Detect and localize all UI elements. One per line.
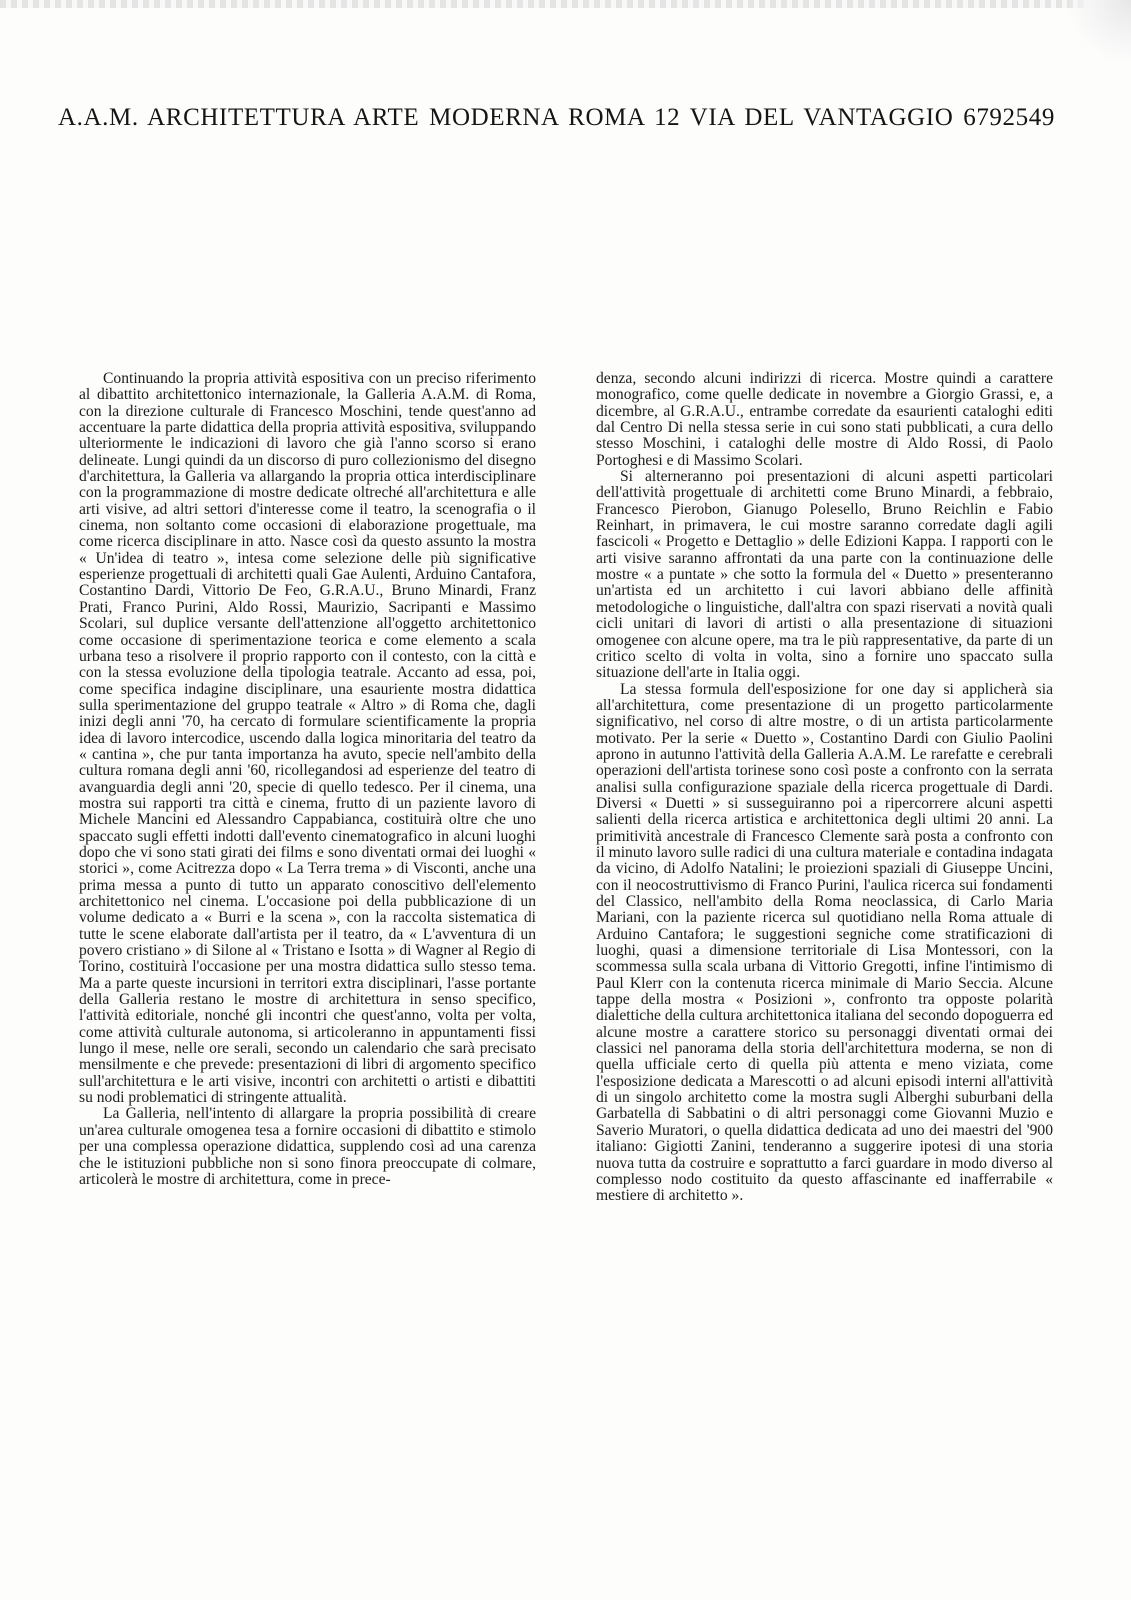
paragraph: Continuando la propria attività espositiva con un preciso riferimento al dibattito architettonico internazionale, la Galleria A.A.M. di Roma, con la direzione culturale di Francesco Moschini, tende quest'anno ad accentuare la parte didattica della propria attività espositiva, sviluppando ulteriormente le indicazioni di lavoro che già l'anno scorso si erano delineate. Lungi quindi da un discorso di puro collezionismo del disegno d'architettura, la Galleria va allargando la propria ottica interdisciplinare con la programmazione di mostre dedicate oltreché all'architettura e alle arti visive, ad altri settori d'interesse come il teatro, la scenografia o il cinema, non soltanto come occasioni di elaborazione progettuale, ma come ricerca disciplinare in atto. Nasce così da questo assunto la mostra « Un'idea di teatro », intesa come selezione delle più significative esperienze progettuali di architetti quali Gae Aulenti, Arduino Cantafora, Costantino Dardi, Vittorio De Feo, G.R.A.U., Bruno Minardi, Franz Prati, Franco Purini, Aldo Rossi, Maurizio, Sacripanti e Massimo Scolari, sul duplice versante dell'attenzione all'oggetto architettonico come occasione di sperimentazione teorica e come elemento a scala urbana teso a risolvere il proprio rapporto con il contesto, con la città e con la stessa evoluzione della tipologia teatrale. Accanto ad essa, poi, come specifica indagine disciplinare, una esauriente mostra didattica sulla sperimentazione del gruppo teatrale « Altro » di Roma che, dagli inizi degli anni '70, ha cercato di formulare scientificamente la propria idea di lavoro intercodice, uscendo dalla logica minoritaria del teatro da « cantina », che pur tanta importanza ha avuto, specie nell'ambito della cultura romana degli anni '60, ricollegandosi ad esperienze del teatro di avanguardia degli anni '20, specie di quello tedesco. Per il cinema, una mostra sui rapporti tra città e cinema, frutto di un paziente lavoro di Michele Mancini ed Alessandro Cappabianca, costituirà oltre che uno spaccato sugli effetti indotti dall'evento cinematografico in alcuni luoghi dopo che vi sono stati girati dei films e sono diventati ormai dei luoghi « storici », come Acitrezza dopo « La Terra trema » di Visconti, anche una prima messa a punto di tutto un apparato conoscitivo dell'elemento architettonico nel cinema. L'occasione poi della pubblicazione di un volume dedicato a « Burri e la scena », con la raccolta sistematica di tutte le scene elaborate dall'artista per il teatro, da « L'avventura di un povero cristiano » di Silone al « Tristano e Isotta » di Wagner al Regio di Torino, costituirà l'occasione per una mostra didattica sullo stesso tema. Ma a parte queste incursioni in territori extra disciplinari, l'asse portante della Galleria restano le mostre di architettura in senso specifico, l'attività editoriale, nonché gli incontri che quest'anno, volta per volta, come attività culturale autonoma, si articoleranno in appuntamenti fissi lungo il mese, nelle ore serali, secondo un calendario che sarà precisato mensilmente e che prevede: presentazioni di libri di argomento specifico sull'architettura e le arti visive, incontri con architetti o artisti e dibattiti su nodi problematici di stringente attualità. bbox=[79, 370, 536, 1107]
scan-corner-shadow bbox=[1061, 0, 1131, 60]
article-left-column bbox=[79, 371, 536, 1188]
paragraph: La stessa formula dell'esposizione for one day si applicherà sia all'architettura, come presentazione di un progetto particolarmente significativo, nel corso di altre mostre, o di un artista particolarmente motivato. Per la serie « Duetto », Costantino Dardi con Giulio Paolini aprono in autunno l'attività della Galleria A.A.M. Le rarefatte e cerebrali operazioni dell'artista torinese sono così poste a confronto con la serrata analisi sulla configurazione spaziale della ricerca progettuale di Dardi. Diversi « Duetti » si susseguiranno poi a ripercorrere alcuni aspetti salienti della ricerca artistica e architettonica degli ultimi 20 anni. La primitività ancestrale di Francesco Clemente sarà posta a confronto con il minuto lavoro sulle radici di una cultura materiale e contadina indagata da vicino, di Adolfo Natalini; le proiezioni spaziali di Giuseppe Uncini, con il neocostruttivismo di Franco Purini, l'aulica ricerca sui fondamenti del Classico, nell'ambito della Roma neoclassica, di Carlo Maria Mariani, con la paziente ricerca sul quotidiano nella Roma attuale di Arduino Cantafora; le suggestioni segniche come stratificazioni di luoghi, quasi a dimensione territoriale di Lisa Montessori, con la scommessa sulla scala urbana di Vittorio Gregotti, infine l'intimismo di Paul Klerr con la contenuta ricerca minimale di Mario Seccia. Alcune tappe della mostra « Posizioni », confronto tra opposte polarità dialettiche della cultura architettonica italiana del secondo dopoguerra ed alcune mostre a carattere storico su personaggi diventati ormai dei classici nel panorama della storia dell'architettura moderna, se non di quella ufficiale certo di quella più attenta e meno viziata, come l'esposizione dedicata a Marescotti o ad alcuni episodi interni all'attività di un singolo architetto come la mostra sugli Alberghi suburbani della Garbatella di Sabbatini o di altri personaggi come Giovanni Muzio e Saverio Muratori, o quella didattica dedicata ad uno dei maestri del '900 italiano: Gigiotti Zanini, tenderanno a suggerire ipotesi di una storia nuova tutta da costruire e soprattutto a farci guardare in modo diverso al complesso nodo costituito da questo affascinante ed inafferrabile « mestiere di architetto ». bbox=[596, 680, 1053, 1205]
scan-top-edge bbox=[0, 0, 1131, 8]
paragraph: La Galleria, nell'intento di allargare la propria possibilità di creare un'area culturale omogenea tesa a fornire occasioni di dibattito e stimolo per una complessa operazione didattica, supplendo così ad una carenza che le istituzioni pubbliche non si sono finora preoccupate di colmare, articolerà le mostre di architettura, come in prece- bbox=[79, 1105, 536, 1188]
letterhead-title: A.A.M. ARCHITETTURA ARTE MODERNA ROMA 12 VIA DEL VANTAGGIO 6792549 bbox=[58, 104, 1055, 131]
paragraph-continued: denza, secondo alcuni indirizzi di ricerca. Mostre quindi a carattere monografico, come quelle dedicate in novembre a Giorgio Grassi, e, a dicembre, al G.R.A.U., entrambe corredate da esaurienti cataloghi editi dal Centro Di nella stessa serie in cui sono stati pubblicati, a cura dello stesso Moschini, i cataloghi delle mostre di Aldo Rossi, di Paolo Portoghesi e di Massimo Scolari. bbox=[596, 370, 1053, 469]
article-right-column bbox=[596, 371, 1053, 1205]
paragraph: Si alterneranno poi presentazioni di alcuni aspetti particolari dell'attività progettuale di architetti come Bruno Minardi, a febbraio, Francesco Pierobon, Gianugo Polesello, Bruno Reichlin e Fabio Reinhart, in primavera, le cui mostre saranno corredate dagli agili fascicoli « Progetto e Dettaglio » delle Edizioni Kappa. I rapporti con le arti visive saranno affrontati da una parte con la continuazione delle mostre « a puntate » che sotto la formula del « Duetto » presenteranno un'artista ed un architetto i cui lavori abbiano delle affinità metodologiche o linguistiche, dall'altra con spazi riservati a novità quali cicli unitari di lavori di artisti o alla presentazione di situazioni omogenee con alcune opere, ma tra le più rappresentative, da parte di un critico scelto di volta in volta, sino a fornire uno spaccato sulla situazione dell'arte in Italia oggi. bbox=[596, 468, 1053, 682]
